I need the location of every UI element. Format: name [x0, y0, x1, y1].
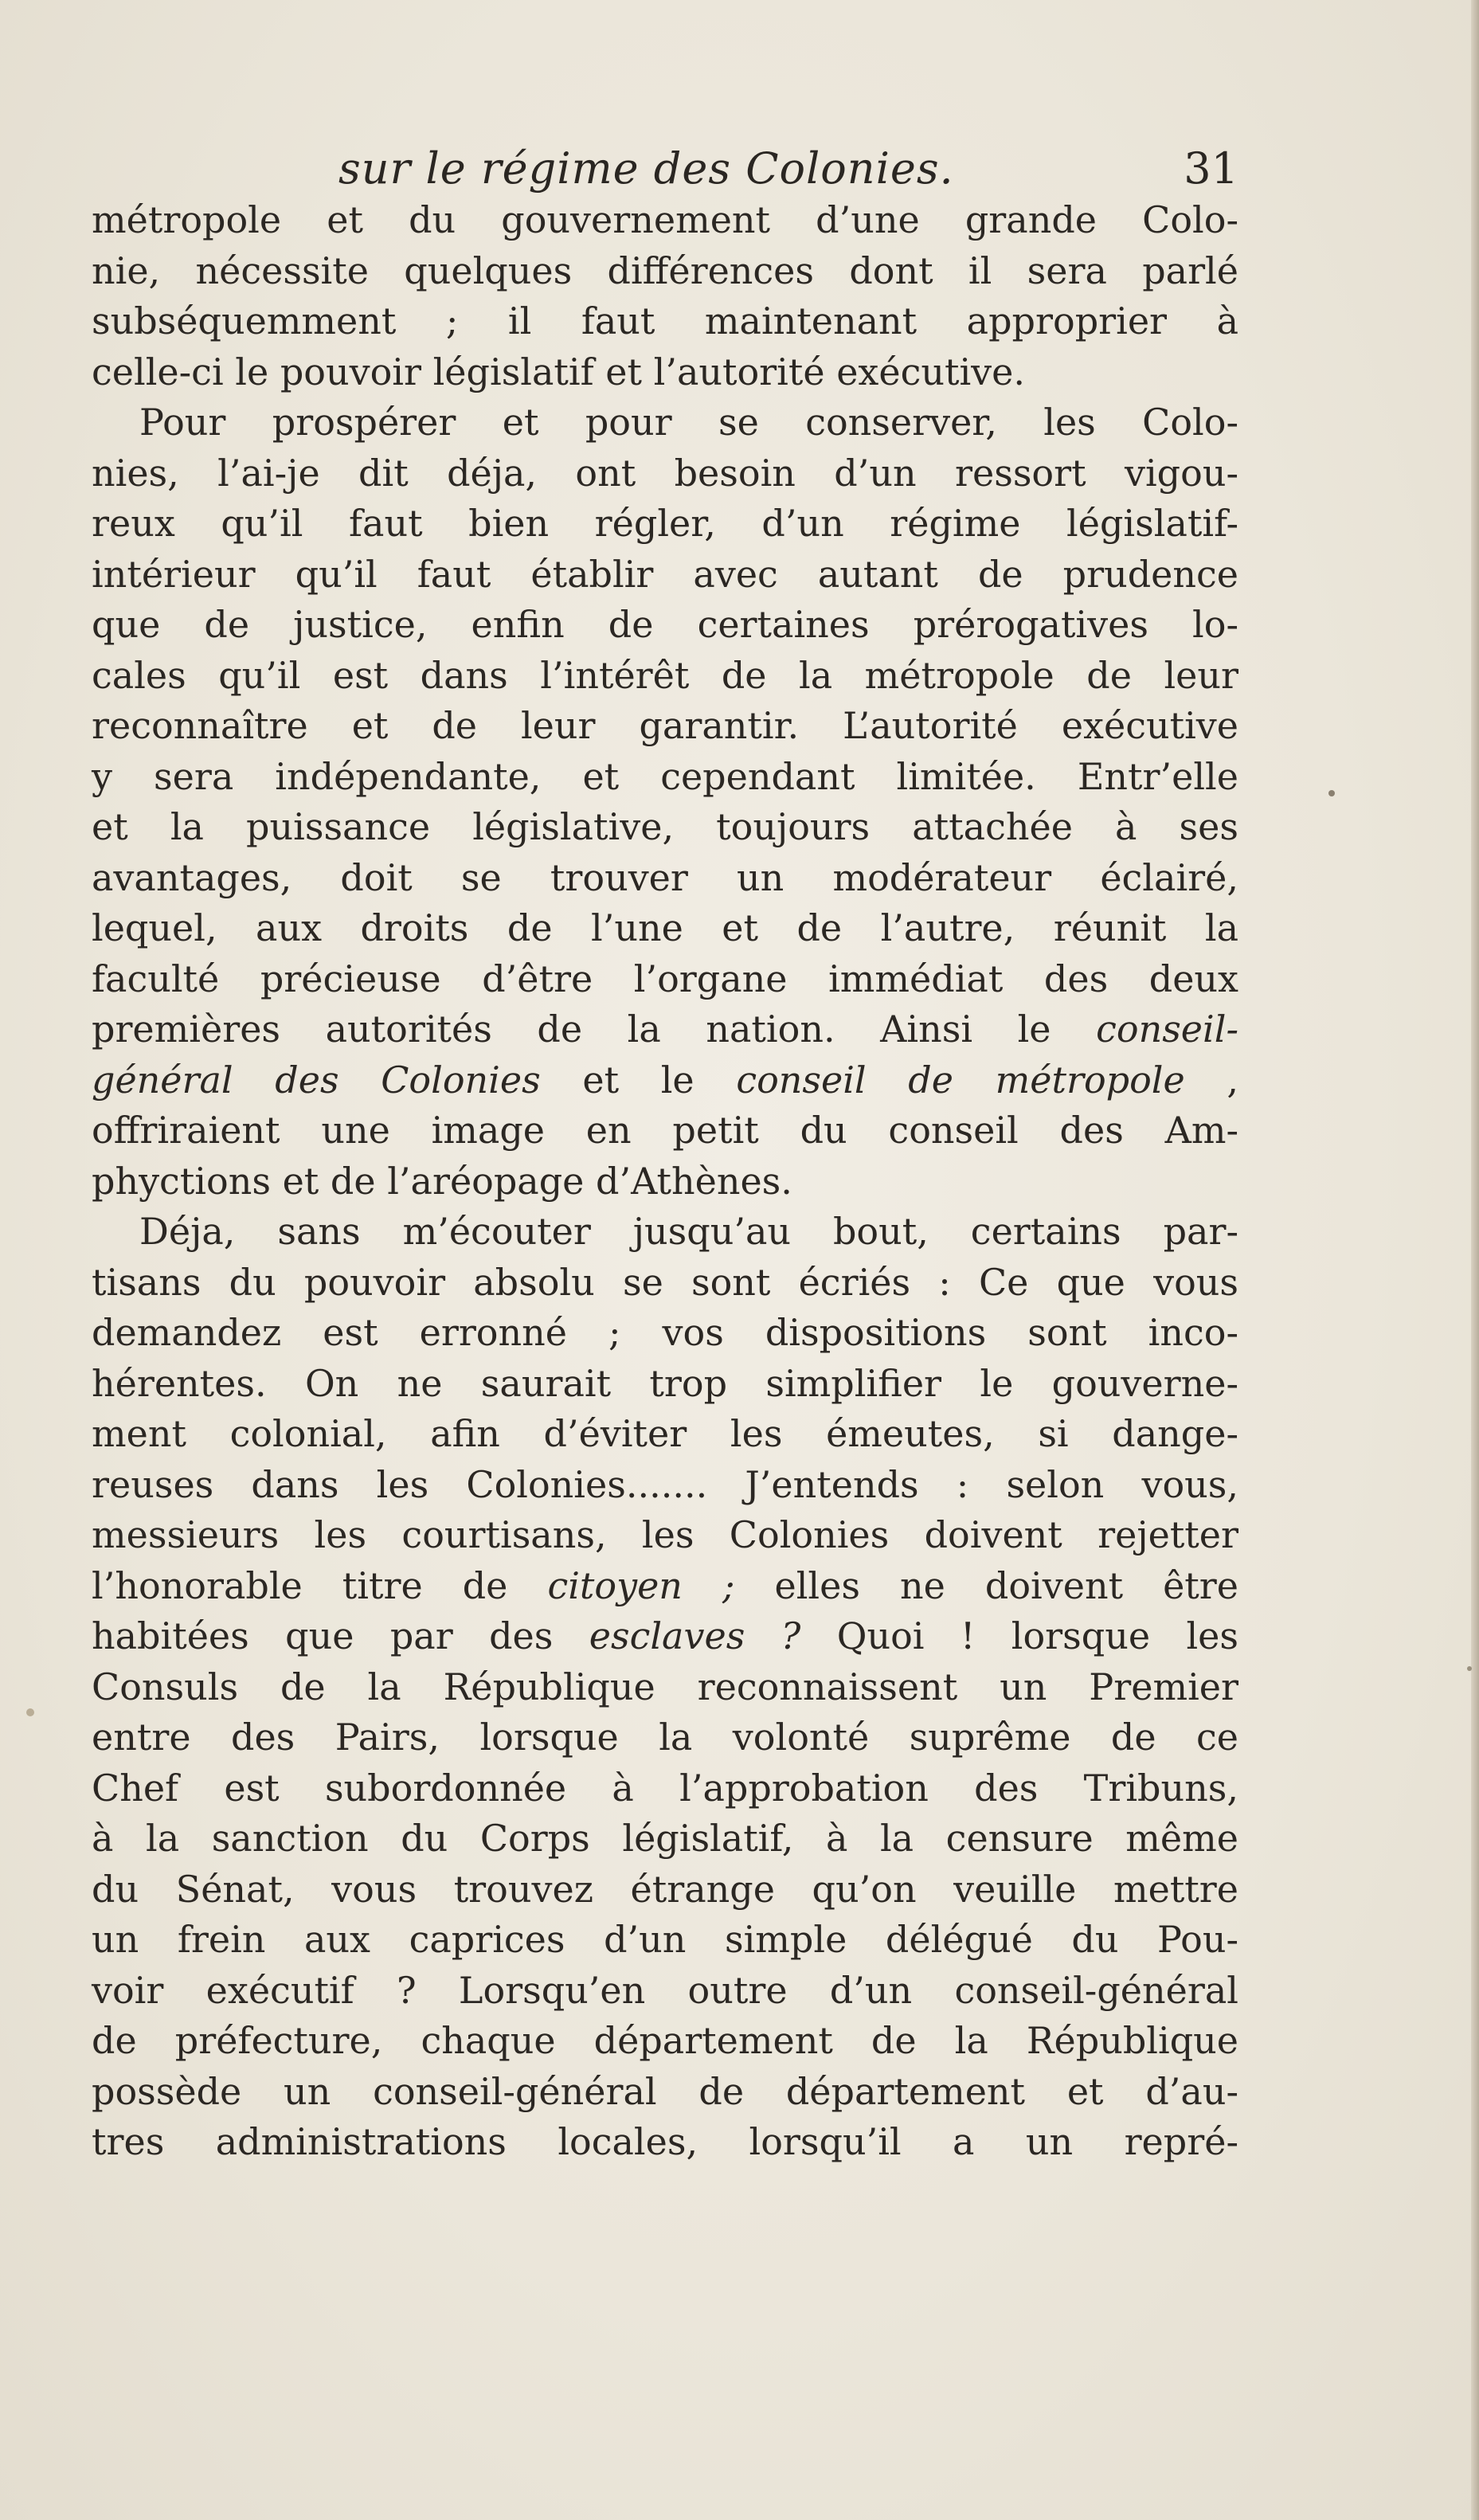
text-line	[92, 1004, 1238, 1055]
paper-speck	[26, 1708, 34, 1716]
page-number: 31	[1184, 143, 1238, 194]
text-line: Chef est subordonnée à l’approbation des Tribuns,	[92, 1766, 1238, 1810]
text-line: faculté précieuse d’être l’organe immédiat des deux	[92, 957, 1238, 1000]
text-line: phyctions et de l’aréopage d’Athènes.	[92, 1159, 792, 1203]
paper-speck	[1328, 790, 1335, 796]
paragraph-start-line: Pour prospérer et pour se conserver, les Colo-	[139, 401, 1238, 444]
text-line: tisans du pouvoir absolu se sont écriés : Ce que vous	[92, 1260, 1238, 1304]
italic-term: citoyen ;	[547, 1563, 735, 1607]
paragraph-start-line: Déja, sans m’écouter jusqu’au bout, certains par-	[139, 1210, 1238, 1253]
italic-term: conseil-	[1096, 1008, 1238, 1051]
text-line: hérentes. On ne saurait trop simplifier le gouverne-	[92, 1361, 1238, 1405]
text-line: que de justice, enfin de certaines prérogatives lo-	[92, 603, 1238, 646]
text-line: Consuls de la République reconnaissent un Premier	[92, 1665, 1238, 1708]
text-line: à la sanction du Corps législatif, à la censure même	[92, 1817, 1238, 1860]
text-segment: et le	[540, 1058, 737, 1102]
italic-term: esclaves ?	[589, 1614, 801, 1657]
page-edge	[1471, 0, 1479, 2520]
text-line: demandez est erronné ; vos dispositions sont inco-	[92, 1311, 1238, 1354]
text-line: nie, nécessite quelques différences dont il sera parlé	[92, 248, 1238, 292]
text-line: voir exécutif ? Lorsqu’en outre d’un conseil-général	[92, 1968, 1238, 2012]
body-text	[92, 195, 1238, 2168]
text-line: du Sénat, vous trouvez étrange qu’on veuille mettre	[92, 1867, 1238, 1911]
text-segment: habitées que par des	[92, 1614, 589, 1657]
text-line: y sera indépendante, et cependant limitée. Entr’elle	[92, 754, 1238, 798]
text-line: un frein aux caprices d’un simple délégué du Pou-	[92, 1918, 1238, 1961]
text-line: intérieur qu’il faut établir avec autant de prudence	[92, 552, 1238, 596]
text-segment: l’honorable titre de	[92, 1563, 548, 1607]
text-line	[92, 1611, 1238, 1662]
text-line: lequel, aux droits de l’une et de l’autre, réunit la	[92, 906, 1238, 949]
text-line: celle-ci le pouvoir législatif et l’autorité exécutive.	[92, 350, 1026, 393]
text-line: ment colonial, afin d’éviter les émeutes, si dange-	[92, 1412, 1238, 1455]
text-line: possède un conseil-général de département et d’au-	[92, 2069, 1238, 2113]
text-line: entre des Pairs, lorsque la volonté suprême de ce	[92, 1716, 1238, 1759]
text-line: offriraient une image en petit du conseil des Am-	[92, 1109, 1238, 1152]
text-line: cales qu’il est dans l’intérêt de la métropole de leur	[92, 653, 1238, 697]
text-line: métropole et du gouvernement d’une grande Colo-	[92, 198, 1238, 241]
text-segment: premières autorités de la nation. Ainsi le	[92, 1008, 1097, 1051]
text-line: avantages, doit se trouver un modérateur éclairé,	[92, 855, 1238, 899]
running-title: sur le régime des Colonies.	[338, 143, 954, 194]
text-line: tres administrations locales, lorsqu’il a un repré-	[92, 2120, 1238, 2163]
text-segment: ,	[1184, 1058, 1238, 1102]
text-line: reux qu’il faut bien régler, d’un régime législatif-	[92, 502, 1238, 545]
text-line: de préfecture, chaque département de la République	[92, 2019, 1238, 2062]
italic-term: général des Colonies	[92, 1058, 541, 1102]
text-segment: Quoi ! lorsque les	[800, 1614, 1238, 1657]
italic-term: conseil de métropole	[736, 1058, 1185, 1102]
text-line: nies, l’ai-je dit déja, ont besoin d’un ressort vigou-	[92, 451, 1238, 495]
text-segment: elles ne doivent être	[734, 1563, 1239, 1607]
text-line: subséquemment ; il faut maintenant approprier à	[92, 299, 1238, 342]
text-line	[92, 1055, 1238, 1106]
text-line: reuses dans les Colonies....... J’entends : selon vous,	[92, 1462, 1238, 1506]
text-line: et la puissance législative, toujours attachée à ses	[92, 805, 1238, 848]
text-line: reconnaître et de leur garantir. L’autorité exécutive	[92, 704, 1238, 747]
text-line: messieurs les courtisans, les Colonies doivent rejetter	[92, 1513, 1238, 1556]
text-line	[92, 1561, 1238, 1612]
